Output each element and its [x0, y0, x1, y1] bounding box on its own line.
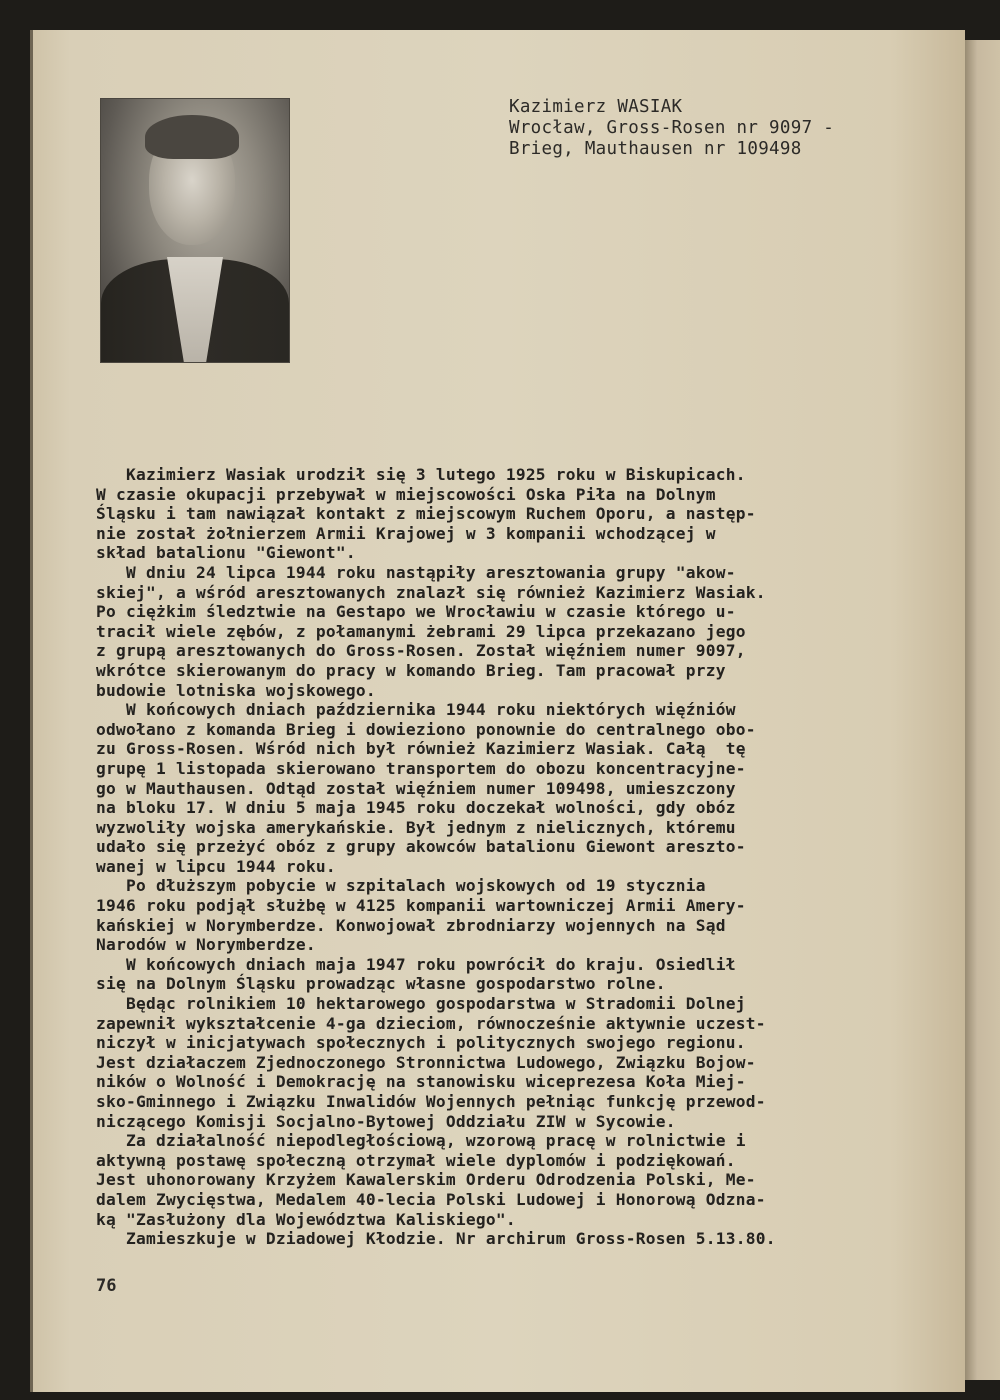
text-line: Po dłuższym pobycie w szpitalach wojskowych od 19 stycznia — [96, 876, 706, 896]
text-line: W końcowych dniach maja 1947 roku powrócił do kraju. Osiedlił — [96, 954, 736, 974]
person-camps-line-1: Wrocław, Gross-Rosen nr 9097 - — [509, 118, 835, 138]
text-line: budowie lotniska wojskowego. — [96, 680, 376, 700]
text-line: zapewnił wykształcenie 4-ga dzieciom, równocześnie aktywnie uczest- — [96, 1013, 766, 1033]
text-line: niczył w inicjatywach społecznych i politycznych swojego regionu. — [96, 1033, 746, 1053]
text-line: 1946 roku podjął służbę w 4125 kompanii wartowniczej Armii Amery- — [96, 896, 746, 916]
text-line: W końcowych dniach października 1944 roku niektórych więźniów — [96, 700, 736, 720]
text-line: aktywną postawę społeczną otrzymał wiele dyplomów i podziękowań. — [96, 1150, 736, 1170]
text-line: Zamieszkuje w Dziadowej Kłodzie. Nr archirum Gross-Rosen 5.13.80. — [96, 1229, 776, 1249]
text-line: nie został żołnierzem Armii Krajowej w 3 kompanii wchodzącej w — [96, 523, 716, 543]
text-line: Narodów w Norymberdze. — [96, 935, 316, 955]
text-line: skiej", a wśród aresztowanych znalazł się również Kazimierz Wasiak. — [96, 582, 766, 602]
portrait-photo — [100, 98, 290, 363]
text-line: zu Gross-Rosen. Wśród nich był również Kazimierz Wasiak. Całą tę — [96, 739, 746, 759]
text-line: odwołano z komanda Brieg i dowieziono ponownie do centralnego obo- — [96, 719, 756, 739]
text-line: W dniu 24 lipca 1944 roku nastąpiły aresztowania grupy "akow- — [96, 562, 736, 582]
text-line: ników o Wolność i Demokrację na stanowisku wiceprezesa Koła Miej- — [96, 1072, 746, 1092]
text-line: niczącego Komisji Socjalno-Bytowej Oddziału ZIW w Sycowie. — [96, 1111, 676, 1131]
biography-text — [96, 465, 916, 1249]
text-line: się na Dolnym Śląsku prowadząc własne gospodarstwo rolne. — [96, 974, 666, 994]
text-line: skład batalionu "Giewont". — [96, 543, 356, 563]
text-line: Śląsku i tam nawiązał kontakt z miejscowym Ruchem Oporu, a następ- — [96, 504, 756, 524]
page-number: 76 — [96, 1276, 117, 1296]
text-line: z grupą aresztowanych do Gross-Rosen. Został więźniem numer 9097, — [96, 641, 746, 661]
text-line: go w Mauthausen. Odtąd został więźniem numer 109498, umieszczony — [96, 778, 736, 798]
text-line: Za działalność niepodległościową, wzorową pracę w rolnictwie i — [96, 1131, 746, 1151]
text-line: dalem Zwycięstwa, Medalem 40-lecia Polski Ludowej i Honorową Odzna- — [96, 1189, 766, 1209]
text-line: wanej w lipcu 1944 roku. — [96, 856, 336, 876]
text-line: wkrótce skierowanym do pracy w komando Brieg. Tam pracował przy — [96, 660, 726, 680]
text-line: Kazimierz Wasiak urodził się 3 lutego 1925 roku w Biskupicach. — [96, 465, 746, 484]
person-name: Kazimierz WASIAK — [509, 97, 683, 117]
text-line: ką "Zasłużony dla Województwa Kaliskiego". — [96, 1209, 516, 1229]
text-line: Jest działaczem Zjednoczonego Stronnictwa Ludowego, Związku Bojow- — [96, 1052, 756, 1072]
photo-hair — [145, 115, 239, 159]
text-line: W czasie okupacji przebywał w miejscowości Oska Piła na Dolnym — [96, 484, 716, 504]
text-line: udało się przeżyć obóz z grupy akowców batalionu Giewont areszto- — [96, 837, 746, 857]
text-line: na bloku 17. W dniu 5 maja 1945 roku doczekał wolności, gdy obóz — [96, 798, 736, 818]
text-line: Po ciężkim śledztwie na Gestapo we Wrocławiu w czasie którego u- — [96, 602, 736, 622]
text-line: grupę 1 listopada skierowano transportem do obozu koncentracyjne- — [96, 758, 746, 778]
person-header — [509, 97, 929, 160]
text-line: kańskiej w Norymberdze. Konwojował zbrodniarzy wojennych na Sąd — [96, 915, 726, 935]
text-line: tracił wiele zębów, z połamanymi żebrami 29 lipca przekazano jego — [96, 621, 746, 641]
text-line: sko-Gminnego i Związku Inwalidów Wojennych pełniąc funkcję przewod- — [96, 1092, 766, 1111]
text-line: Jest uhonorowany Krzyżem Kawalerskim Orderu Odrodzenia Polski, Me- — [96, 1170, 756, 1190]
text-line: Będąc rolnikiem 10 hektarowego gospodarstwa w Stradomii Dolnej — [96, 994, 746, 1014]
person-camps-line-2: Brieg, Mauthausen nr 109498 — [509, 139, 802, 159]
text-line: wyzwoliły wojska amerykańskie. Był jednym z nielicznych, któremu — [96, 817, 736, 837]
next-page-edge — [962, 40, 1000, 1380]
